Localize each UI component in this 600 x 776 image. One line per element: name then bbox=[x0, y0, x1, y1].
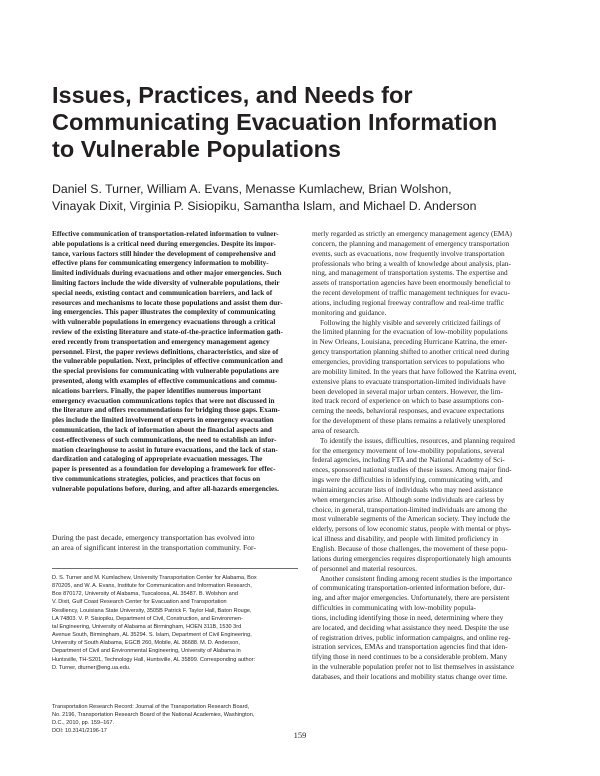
paper-title bbox=[52, 82, 532, 163]
body-line: ences, sponsored national studies of these issues. Among major find- bbox=[312, 466, 512, 475]
body-line: for the development of these plans remains a relatively unexplored bbox=[312, 417, 506, 426]
abstract-line: the vulnerable population. Next, principles of effective communication and bbox=[52, 357, 283, 366]
body-line: emergencies, providing transportation services to populations who bbox=[312, 357, 505, 366]
body-line: for the emergency movement of low-mobility populations, several bbox=[312, 446, 505, 455]
record-line: D.C., 2010, pp. 159–167. bbox=[52, 720, 114, 727]
abstract-line: effective plans for communicating emergency information to mobility- bbox=[52, 259, 269, 268]
body-line: of communicating transportation-oriented information before, dur- bbox=[312, 584, 506, 593]
abstract-line: presented, along with examples of effective communications and commu- bbox=[52, 376, 278, 385]
body-line: tifying those in need continues to be a considerable problem. Many bbox=[312, 653, 508, 662]
affiliation-line: Avenue South, Birmingham, AL 35294. S. Islam, Department of Civil Engineering, bbox=[52, 632, 252, 639]
body-line: of personnel and material resources. bbox=[312, 564, 417, 573]
body-line: cerning the needs, behavioral responses, and evacuee expectations bbox=[312, 407, 505, 416]
affiliation-line: Box 870172, University of Alabama, Tuscaloosa, AL 35487. B. Wolshon and bbox=[52, 591, 238, 598]
author-line: Daniel S. Turner, William A. Evans, Menasse Kumlachew, Brian Wolshon, bbox=[52, 182, 452, 196]
title-line: Issues, Practices, and Needs for bbox=[52, 82, 413, 108]
body-line: assets of transportation agencies have been enormously beneficial to bbox=[312, 279, 511, 288]
affiliation-line: Department of Civil and Environmental Engineering, University of Alabama in bbox=[52, 648, 241, 655]
body-line: difficulties in communicating with low-mobility popula- bbox=[312, 604, 476, 613]
body-line: ing, and after major emergencies. Unfortunately, there are persistent bbox=[312, 594, 510, 603]
body-line: most vulnerable segments of the American society. They include the bbox=[312, 515, 510, 524]
record-line: No. 2196, Transportation Research Board of the National Academies, Washington, bbox=[52, 712, 255, 719]
body-line: databases, and their locations and mobility status change over time. bbox=[312, 672, 508, 681]
abstract-line: able populations is a critical need during emergencies. Despite its impor- bbox=[52, 239, 276, 248]
body-line: ations, including regional freeway contraflow and real-time traffic bbox=[312, 298, 504, 307]
abstract-line: communication, the lack of information about the financial aspects and bbox=[52, 425, 272, 434]
body-line: the recent development of traffic management techniques for evacu- bbox=[312, 289, 510, 298]
page-number: 159 bbox=[293, 730, 307, 740]
body-line: istration services, EMAs and transportation agencies find that iden- bbox=[312, 643, 508, 652]
abstract-line: review of the existing literature and state-of-the-practice information gath- bbox=[52, 327, 283, 336]
body-line: Another consistent finding among recent studies is the importance bbox=[320, 574, 513, 583]
body-line: professionals who bring a wealth of knowledge about analysis, plan- bbox=[312, 259, 511, 268]
body-line: are mobility limited. In the years that have followed the Katrina event, bbox=[312, 367, 517, 376]
body-line: when emergencies arise. Although some individuals are carless by bbox=[312, 495, 505, 504]
body-line: area of research. bbox=[312, 426, 360, 435]
author-list bbox=[52, 181, 572, 214]
affiliation-line: D. S. Turner and M. Kumlachew, University Transportation Center for Alabama, Box bbox=[52, 575, 257, 581]
body-text-right-column bbox=[312, 230, 550, 683]
author-line: Vinayak Dixit, Virginia P. Sisiopiku, Samantha Islam, and Michael D. Anderson bbox=[52, 198, 477, 213]
affiliation-line: Resiliency, Louisiana State University, 3505B Patrick F. Taylor Hall, Baton Rouge, bbox=[52, 607, 252, 614]
affiliation-line: Huntsville, TH-S201, Technology Hall, Huntsville, AL 35899. Corresponding author: bbox=[52, 656, 256, 663]
abstract-line: cost-effectiveness of such communications, the need to establish an infor- bbox=[52, 435, 277, 444]
abstract-line: ples include the limited involvement of experts in emergency evacuation bbox=[52, 416, 274, 425]
body-line: gency transportation planning shifted to another critical need during bbox=[312, 348, 510, 357]
body-line: monitoring and guidance. bbox=[312, 308, 387, 317]
abstract-line: ered recently from transportation and emergency management agency bbox=[52, 337, 270, 346]
abstract-line: mation clearinghouse to assist in future evacuations, and the lack of stan- bbox=[52, 445, 278, 454]
body-line: events, such as evacuations, now frequently involve transportation bbox=[312, 249, 505, 258]
body-line: federal agencies, including FTA and the National Academy of Sci- bbox=[312, 456, 505, 465]
abstract-line: resources and mechanisms to locate those populations and assist them dur- bbox=[52, 298, 283, 307]
affiliation-line: University of South Alabama, EGCB 260, Mobile, AL 36688. M. D. Anderson, bbox=[52, 640, 240, 647]
abstract-line: dardization and cataloging of appropriate evacuation messages. The bbox=[52, 455, 263, 464]
body-line: ical illness and disability, and people with limited proficiency in bbox=[312, 535, 498, 544]
abstract-line: personnel. First, the paper reviews definitions, characteristics, and size of bbox=[52, 347, 279, 356]
body-line: ited track record of experience on which to base assumptions con- bbox=[312, 397, 504, 406]
title-line: Communicating Evacuation Information bbox=[52, 109, 498, 135]
body-line: been developed in several major urban centers. However, the lim- bbox=[312, 387, 503, 396]
affiliation-line: V. Dixit, Gulf Coast Research Center for Evacuation and Transportation bbox=[52, 599, 227, 606]
body-line: merly regarded as strictly an emergency management agency (EMA) bbox=[312, 230, 512, 238]
abstract-line: nications barriers. Finally, the paper identifies numerous important bbox=[52, 386, 261, 395]
body-line: elderly, persons of low economic status, people with mental or phys- bbox=[312, 525, 512, 534]
body-line: the limited planning for the evacuation of low-mobility populations bbox=[312, 328, 508, 337]
abstract-line: tive communications strategies, policies, and practices that focus on bbox=[52, 474, 261, 483]
record-line: DOI: 10.3141/2196-17 bbox=[52, 728, 107, 735]
title-line: to Vulnerable Populations bbox=[52, 136, 341, 162]
affiliation-line: 870205, and W. A. Evans, Institute for Communication and Information Research, bbox=[52, 583, 252, 590]
abstract-line: the literature and offers recommendations for bridging those gaps. Exam- bbox=[52, 406, 280, 415]
body-line: in the vulnerable population prefer not to list themselves in assistance bbox=[312, 663, 515, 672]
body-line: extensive plans to evacuate transportation-limited individuals have bbox=[312, 377, 506, 386]
body-line: ings were the difficulties in identifying, communicating with, and bbox=[312, 476, 503, 485]
body-line: of registration drives, public information campaigns, and online reg- bbox=[312, 633, 511, 642]
abstract-line: limiting factors include the wide diversity of vulnerable populations, their bbox=[52, 278, 280, 287]
abstract-line: special needs, existing contact and communication barriers, and lack of bbox=[52, 288, 273, 297]
abstract-line: with vulnerable populations in emergency evacuations through a critical bbox=[52, 318, 276, 327]
affiliation-line: LA 74803. V. P. Sisiopiku, Department of Civil, Construction, and Environmen- bbox=[52, 615, 243, 622]
body-line: To identify the issues, difficulties, resources, and planning required bbox=[320, 436, 515, 445]
abstract bbox=[52, 230, 298, 495]
abstract-line: ing emergencies. This paper illustrates the complexity of communicating bbox=[52, 308, 276, 317]
introduction-paragraph bbox=[52, 533, 298, 553]
affiliation-line: D. Turner, dturner@eng.ua.edu. bbox=[52, 664, 131, 671]
abstract-line: the special provisions for communicating with vulnerable populations are bbox=[52, 367, 279, 376]
abstract-line: limited individuals during evacuations and other major emergencies. Such bbox=[52, 269, 282, 278]
body-line: choice, in general, transportation-limited individuals are among the bbox=[312, 505, 508, 514]
body-line: in New Orleans, Louisiana, preceding Hurricane Katrina, the emer- bbox=[312, 338, 508, 347]
affiliation-line: tal Engineering, University of Alabama at Birmingham, HOEN 311B, 1530 3rd bbox=[52, 623, 242, 630]
abstract-line: emergency evacuation communications topics that were not discussed in bbox=[52, 396, 275, 405]
author-affiliations bbox=[52, 574, 298, 672]
body-line: lations during emergencies requires disproportionately high amounts bbox=[312, 554, 512, 563]
footnote-divider bbox=[52, 568, 298, 569]
body-line: Following the highly visible and severely criticized failings of bbox=[320, 318, 501, 327]
body-line: During the past decade, emergency transportation has evolved into bbox=[52, 533, 255, 542]
body-line: concern, the planning and management of emergency transportation bbox=[312, 239, 510, 248]
body-line: English. Because of those challenges, the movement of these popu- bbox=[312, 545, 508, 553]
abstract-line: tance, various factors still hinder the development of comprehensive and bbox=[52, 249, 276, 258]
body-line: are located, and deciding what assistance they need. Despite the use bbox=[312, 623, 509, 632]
abstract-line: paper is presented as a foundation for developing a framework for effec- bbox=[52, 465, 276, 474]
body-line: an area of significant interest in the transportation community. For- bbox=[52, 543, 256, 553]
body-line: tions, including identifying those in need, determining where they bbox=[312, 613, 504, 622]
body-line: maintaining accurate lists of individuals who may need assistance bbox=[312, 485, 503, 494]
abstract-line: vulnerable populations before, during, and after all-hazards emergencies. bbox=[52, 484, 279, 493]
body-line: ning, and management of transportation systems. The expertise and bbox=[312, 269, 508, 278]
abstract-line: Effective communication of transportation-related information to vulner- bbox=[52, 230, 279, 238]
record-line: Transportation Research Record: Journal of the Transportation Research Board, bbox=[52, 704, 250, 710]
